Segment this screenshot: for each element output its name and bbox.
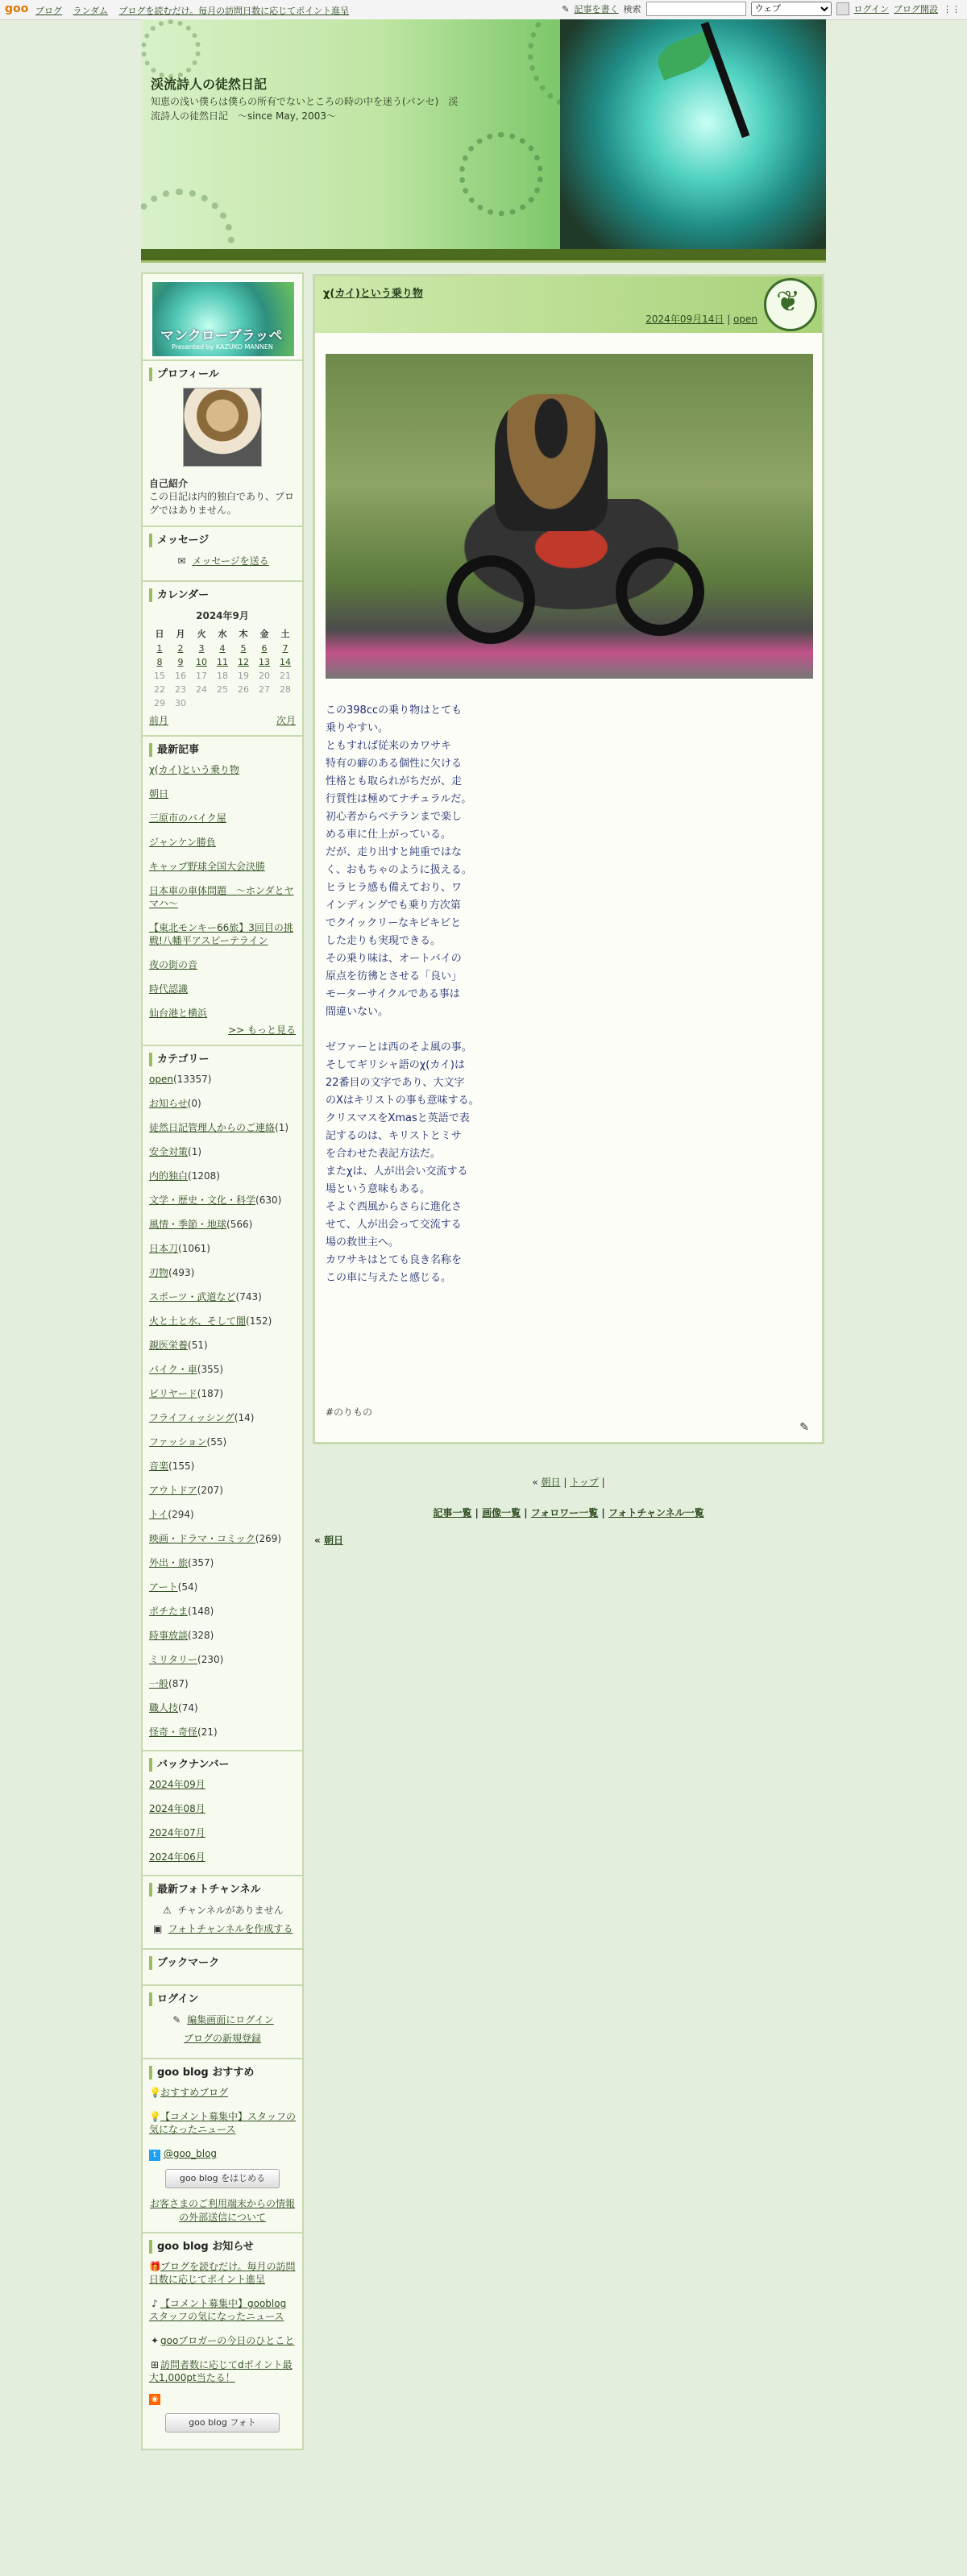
write-article-link[interactable]: 記事を書く	[574, 4, 619, 15]
topbar-links	[35, 4, 357, 17]
message-heading: メッセージ	[149, 534, 296, 547]
category-item	[149, 1460, 296, 1473]
goo-blog-photo-button[interactable]: goo blog フォト	[165, 2413, 280, 2433]
category-count: (87)	[168, 1678, 189, 1689]
rss-icon[interactable]: ◉	[149, 2394, 160, 2405]
category-count: (152)	[246, 1315, 272, 1327]
calendar-day: 29	[154, 698, 165, 708]
calendar-day[interactable]: 1	[156, 643, 163, 654]
notice-section	[143, 2233, 302, 2449]
search-input[interactable]	[646, 2, 746, 16]
category-item	[149, 1339, 296, 1352]
profile-text: この日記は内的独白であり、ブログではありません。	[149, 491, 295, 516]
category-item	[149, 1653, 296, 1666]
category-count: (51)	[188, 1340, 208, 1351]
prev-entry-link[interactable]: 朝日	[541, 1477, 561, 1488]
calendar-day[interactable]: 14	[280, 657, 291, 667]
list-item	[149, 884, 296, 910]
category-count: (155)	[168, 1460, 195, 1472]
goo-logo[interactable]: goo	[5, 2, 29, 15]
lightbulb-icon: 💡	[149, 2087, 161, 2098]
calendar-weekday: 土	[280, 629, 290, 639]
calendar-day: 28	[280, 684, 291, 695]
category-item	[149, 1508, 296, 1521]
category-count: (0)	[187, 1098, 201, 1109]
recent-article-link[interactable]: 【東北モンキー66旅】3回目の挑戦!八幡平アスピーテライン	[149, 922, 293, 946]
search-button[interactable]	[836, 2, 849, 15]
category-link[interactable]: アート	[149, 1581, 178, 1593]
calendar-day: 20	[259, 671, 270, 681]
no-channel-text: チャンネルがありません	[177, 1905, 284, 1916]
calendar-day: 17	[196, 671, 207, 681]
backnumber-list	[149, 1778, 296, 1863]
category-item	[149, 1073, 296, 1086]
warning-icon: ⚠	[162, 1904, 172, 1916]
category-count: (566)	[226, 1219, 253, 1230]
notice-link-hitokoto[interactable]: gooブロガーの今日のひとこと	[160, 2335, 295, 2346]
login-heading: ログイン	[149, 1992, 296, 2006]
calendar-next-link[interactable]: 次月	[276, 715, 296, 726]
category-link[interactable]: トイ	[149, 1509, 168, 1520]
category-item	[149, 1605, 296, 1618]
calendar-section	[143, 582, 302, 737]
category-link[interactable]: open	[149, 1074, 173, 1085]
header-divider	[141, 249, 826, 263]
photochannel-heading: 最新フォトチャンネル	[149, 1883, 296, 1897]
article-list-link[interactable]: 記事一覧	[433, 1507, 472, 1519]
entry-pager: « 朝日 | トップ |	[532, 1477, 605, 1488]
category-link[interactable]: 日本刀	[149, 1243, 179, 1254]
blog-title[interactable]: 渓流詩人の徒然日記	[151, 77, 268, 92]
category-count: (269)	[255, 1533, 282, 1544]
footer-links: 記事一覧 | 画像一覧 | フォロワー一覧 | フォトチャンネル一覧	[433, 1507, 704, 1519]
blog-description: 知恵の浅い僕らは僕らの所有でないところの時の中を迷う(パンセ) 渓流詩人の徒然日記 ～since May, 2003～	[151, 96, 459, 122]
category-link[interactable]: 映画・ドラマ・コミック	[149, 1533, 255, 1544]
categories-section	[143, 1046, 302, 1751]
category-count: (355)	[197, 1364, 224, 1375]
category-count: (1061)	[178, 1243, 210, 1254]
recommend-section	[143, 2059, 302, 2233]
category-count: (187)	[197, 1388, 224, 1399]
category-link[interactable]: アウトドア	[149, 1485, 197, 1496]
recent-heading: 最新記事	[149, 743, 296, 757]
list-item	[149, 763, 296, 776]
calendar-day[interactable]: 8	[156, 657, 163, 667]
category-item	[149, 1121, 296, 1134]
entry-tag[interactable]: #のりもの	[326, 1406, 373, 1418]
list-item	[149, 1826, 296, 1839]
create-photochannel-link[interactable]: フォトチャンネルを作成する	[168, 1923, 293, 1934]
entry-date-link[interactable]: 2024年09月14日	[645, 314, 724, 325]
list-item	[149, 1802, 296, 1815]
search-label: 検索	[623, 4, 641, 15]
category-count: (493)	[168, 1267, 195, 1278]
list-item	[149, 1007, 296, 1020]
category-item	[149, 1435, 296, 1448]
category-link[interactable]: 怪奇・奇怪	[149, 1726, 198, 1738]
category-item	[149, 1218, 296, 1231]
next-entry: « 朝日	[314, 1535, 343, 1546]
recent-article-link[interactable]: 時代認識	[149, 983, 189, 995]
category-item	[149, 1701, 296, 1714]
list-item	[149, 1851, 296, 1863]
category-count: (1)	[275, 1122, 289, 1133]
recommend-link-news[interactable]: 【コメント募集中】スタッフの気になったニュース	[149, 2111, 297, 2135]
category-link[interactable]: 文学・歴史・文化・科学	[149, 1195, 256, 1206]
backnumber-link[interactable]: 2024年06月	[149, 1851, 205, 1863]
calendar-month: 2024年9月	[196, 610, 249, 621]
category-link[interactable]: 音楽	[149, 1460, 169, 1472]
category-item	[149, 1581, 296, 1593]
next-entry-link[interactable]: 朝日	[323, 1535, 343, 1546]
pencil-icon: ✎	[562, 3, 570, 15]
bookmark-section	[143, 1950, 302, 1986]
category-link[interactable]: 一般	[149, 1678, 169, 1689]
list-item	[149, 958, 296, 971]
notice-link-points[interactable]: ブログを読むだけ。毎月の訪問日数に応じてポイント進呈	[149, 2261, 296, 2285]
category-item	[149, 1387, 296, 1400]
category-count: (328)	[188, 1630, 214, 1641]
topbar-link-points[interactable]: ブログを読むだけ。毎月の訪問日数に応じてポイント進呈	[118, 6, 350, 16]
topbar-link-blog[interactable]: ブログ	[35, 6, 62, 16]
category-link[interactable]: ファッション	[149, 1436, 207, 1448]
category-item	[149, 1194, 296, 1207]
photochannel-list-link[interactable]: フォトチャンネル一覧	[608, 1507, 704, 1519]
category-link[interactable]: フライフィッシング	[149, 1412, 234, 1423]
list-item	[149, 860, 296, 873]
category-link[interactable]: 外出・旅	[149, 1557, 189, 1568]
calendar-day	[275, 696, 296, 710]
camera-icon: ▣	[152, 1922, 163, 1934]
category-item	[149, 1677, 296, 1690]
calendar-day: 22	[154, 684, 165, 695]
banner-image	[151, 280, 296, 358]
calendar-day: 16	[175, 671, 186, 681]
backnumber-heading: バックナンバー	[149, 1758, 296, 1772]
category-link[interactable]: 刃物	[149, 1267, 169, 1278]
recent-articles-list	[149, 763, 296, 1020]
category-item	[149, 1726, 296, 1739]
calendar-weekday: 火	[197, 629, 206, 639]
profile-avatar	[183, 388, 262, 467]
profile-label: 自己紹介	[149, 478, 189, 489]
category-link[interactable]: 親医栄養	[149, 1340, 189, 1351]
gift-icon: 🎁	[149, 2261, 161, 2272]
lace-decoration	[459, 132, 543, 216]
grid-menu-icon[interactable]: ⋮⋮	[943, 3, 961, 15]
calendar-day: 27	[259, 684, 270, 695]
photochannel-section	[143, 1876, 302, 1950]
sparkle-icon: ✦	[150, 2335, 160, 2346]
profile-section	[143, 361, 302, 527]
notice-heading: goo blog お知らせ	[149, 2240, 296, 2254]
calendar-day[interactable]: 12	[238, 657, 249, 667]
recent-article-link[interactable]: 日本車の車体問題 ～ホンダとヤマハ～	[149, 885, 294, 909]
profile-heading: プロフィール	[149, 368, 296, 381]
calendar-day	[254, 696, 275, 710]
category-count: (55)	[206, 1436, 227, 1448]
category-link[interactable]: お知らせ	[149, 1098, 188, 1109]
calendar-day: 21	[280, 671, 291, 681]
list-item	[149, 812, 296, 825]
category-item	[149, 1629, 296, 1642]
banner-subtitle: Presented by KAZUKO MANNEN	[172, 343, 273, 351]
calendar-day: 18	[217, 671, 228, 681]
backnumber-section	[143, 1751, 302, 1876]
recent-article-link[interactable]: 仙台港と横浜	[149, 1008, 208, 1019]
calendar-day: 15	[154, 671, 165, 681]
calendar-day[interactable]: 2	[177, 643, 184, 654]
category-count: (74)	[178, 1702, 198, 1714]
top-link[interactable]: トップ	[570, 1477, 599, 1488]
lace-decoration	[141, 19, 201, 79]
calendar-day	[212, 696, 233, 710]
rear-wheel	[616, 547, 704, 636]
entry-header	[315, 276, 822, 333]
sidebar-banner	[143, 274, 302, 361]
calendar-heading: カレンダー	[149, 588, 296, 602]
start-goo-blog-button[interactable]: goo blog をはじめる	[165, 2169, 280, 2188]
calendar-weekday: 木	[239, 629, 248, 639]
image-list-link[interactable]: 画像一覧	[482, 1507, 521, 1519]
open-blog-link[interactable]: ブログ開設	[894, 4, 938, 15]
calendar-day: 19	[238, 671, 249, 681]
backnumber-link[interactable]: 2024年08月	[149, 1803, 205, 1814]
calendar-day[interactable]: 10	[196, 657, 207, 667]
entry-photo[interactable]	[326, 354, 813, 679]
category-link[interactable]: バイク・車	[149, 1364, 197, 1375]
category-count: (54)	[177, 1581, 198, 1593]
category-count: (1)	[188, 1146, 202, 1157]
calendar-weekday: 水	[218, 629, 227, 639]
calendar-day	[191, 696, 212, 710]
backnumber-link[interactable]: 2024年09月	[149, 1779, 205, 1790]
banner-title: マンクローブラッペ	[160, 328, 283, 344]
recent-article-link[interactable]: キャップ野球全国大会決勝	[149, 861, 266, 872]
recent-article-link[interactable]: χ(カイ)という乗り物	[149, 764, 239, 775]
category-item	[149, 1363, 296, 1376]
category-item	[149, 1556, 296, 1569]
calendar-day: 23	[175, 684, 186, 695]
entry-title[interactable]: χ(カイ)という乗り物	[323, 288, 423, 300]
category-link[interactable]: 徒然日記管理人からのご連絡	[149, 1122, 276, 1133]
category-item	[149, 1242, 296, 1255]
sidebar	[141, 272, 304, 2450]
category-item	[149, 1145, 296, 1158]
category-link[interactable]: ミリタリー	[149, 1654, 198, 1665]
music-note-icon: ♪	[151, 2298, 158, 2309]
category-link[interactable]: スポーツ・武道など	[149, 1291, 236, 1303]
search-scope-select[interactable]	[751, 2, 832, 16]
pencil-icon: ✎	[172, 2013, 181, 2025]
twitter-link[interactable]: @goo_blog	[163, 2148, 218, 2159]
more-articles-link[interactable]: >> もっと見る	[228, 1024, 296, 1036]
calendar-day[interactable]: 5	[240, 643, 247, 654]
calendar-day[interactable]: 13	[259, 657, 270, 667]
category-count: (230)	[197, 1654, 224, 1665]
category-count: (14)	[234, 1412, 255, 1423]
send-message-link[interactable]: メッセージを送る	[192, 555, 269, 567]
calendar-day[interactable]: 4	[219, 643, 226, 654]
category-link[interactable]: 火と土と水、そして闇	[149, 1315, 247, 1327]
category-item	[149, 1290, 296, 1303]
category-count: (357)	[188, 1557, 214, 1568]
notice-link-news[interactable]: 【コメント募集中】gooblogスタッフの気になったニュース	[149, 2298, 287, 2322]
follower-list-link[interactable]: フォロワー一覧	[530, 1507, 599, 1519]
category-link[interactable]: 時事放談	[149, 1630, 189, 1641]
calendar-day: 26	[238, 684, 249, 695]
lace-decoration	[141, 189, 234, 249]
category-count: (148)	[188, 1606, 214, 1617]
list-item	[149, 921, 296, 947]
calendar-day: 30	[175, 698, 186, 708]
lightbulb-icon: 💡	[149, 2111, 161, 2122]
topbar-link-random[interactable]: ランダム	[73, 6, 109, 16]
category-link[interactable]: 安全対策	[149, 1146, 189, 1157]
calendar-table	[149, 625, 296, 710]
category-count: (1208)	[188, 1170, 220, 1182]
rider	[495, 394, 608, 531]
calendar-day[interactable]: 6	[261, 643, 268, 654]
list-item	[149, 983, 296, 995]
category-link[interactable]: ビリヤード	[149, 1388, 197, 1399]
category-link[interactable]: 職人技	[149, 1702, 179, 1714]
calendar-day[interactable]: 3	[198, 643, 205, 654]
recent-articles-section	[143, 737, 302, 1046]
calendar-weekday: 日	[155, 629, 164, 639]
front-wheel	[446, 555, 535, 644]
calendar-prev-link[interactable]: 前月	[149, 715, 169, 726]
calendar-weekday: 金	[259, 629, 269, 639]
category-count: (294)	[168, 1509, 194, 1520]
topbar-right	[562, 2, 961, 16]
calendar-day: 25	[217, 684, 228, 695]
bookmark-heading: ブックマーク	[149, 1956, 296, 1970]
category-item	[149, 1484, 296, 1497]
category-item	[149, 1532, 296, 1545]
header-image	[560, 19, 826, 249]
list-item	[149, 836, 296, 849]
edit-login-link[interactable]: 編集画面にログイン	[187, 2014, 274, 2025]
backnumber-link[interactable]: 2024年07月	[149, 1827, 205, 1839]
list-item	[149, 787, 296, 800]
login-section	[143, 1986, 302, 2059]
dpoint-icon: ⊞	[150, 2359, 160, 2370]
recent-article-link[interactable]: 朝日	[149, 788, 169, 800]
leaf-emblem-icon	[764, 278, 817, 331]
category-item	[149, 1411, 296, 1424]
twitter-icon: t	[149, 2150, 160, 2161]
recommend-heading: goo blog おすすめ	[149, 2066, 296, 2079]
notice-link-dpoint[interactable]: 訪問者数に応じてdポイント最大1,000pt当たる！	[149, 2359, 293, 2383]
category-count: (13357)	[172, 1074, 212, 1085]
entry-meta: 2024年09月14日 | open	[645, 314, 757, 325]
category-link[interactable]: 風情・季節・地球	[149, 1219, 227, 1230]
category-count: (630)	[255, 1195, 282, 1206]
straw	[701, 22, 750, 138]
recommend-link-blogs[interactable]: おすすめブログ	[160, 2087, 229, 2098]
blog-header	[141, 19, 826, 249]
calendar-day[interactable]: 7	[282, 643, 288, 654]
category-item	[149, 1097, 296, 1110]
entry-container	[313, 274, 824, 1444]
category-count: (207)	[197, 1485, 223, 1496]
calendar-day[interactable]: 9	[177, 657, 184, 667]
entry-body: この398ccの乗り物はとても 乗りやすい。 ともすれば従来のカワサキ 特有の癖のある個性に欠ける 性格とも取られがちだが、走 行質性は極めてナチュラルだ。 初心者からベテランまで楽し める車に仕上がっている。 だが、走り出すと純重ではな く、おもちゃのように扱える。 ヒラヒラ感も備えており、ワ インディングでも乗り方次第 でクイックリーなキビキビと した走りも実現できる。 その乗り味は、オートバイの 原点を彷彿とさせる「良い」 モーターサイクルである事は 間違いない。 ゼファーとは西のそよ風の事。 そしてギリシャ語のχ(カイ)は 22番目の文字であり、大文字 のXはキリストの事も意味する。 クリスマスをXmasと英語で表 記するのは、キリストとミサ を合わせた表記方法だ。 またχは、人が出会い交流する 場という意味もある。 そよぐ西風からさらに進化さ せて、人が出会って交流する 場の救世主へ。 カワサキはとても良き名称を この車に与えたと感じる。	[326, 704, 479, 1284]
login-link[interactable]: ログイン	[853, 4, 889, 15]
category-link[interactable]: 内的独白	[149, 1170, 189, 1182]
edit-pencil-icon[interactable]: ✎	[799, 1421, 809, 1434]
calendar-day	[233, 696, 254, 710]
envelope-icon: ✉	[177, 555, 186, 567]
message-section	[143, 527, 302, 582]
external-transmission-link[interactable]: お客さまのご利用端末からの情報の外部送信について	[149, 2198, 295, 2223]
calendar-weekday: 月	[176, 629, 185, 639]
entry-category-link[interactable]: open	[733, 314, 757, 325]
register-blog-link[interactable]: ブログの新規登録	[183, 2033, 261, 2044]
list-item	[149, 1778, 296, 1791]
recent-article-link[interactable]: ジャンケン勝負	[149, 837, 216, 848]
categories-list	[149, 1073, 296, 1739]
top-navigation-bar	[0, 0, 967, 20]
category-item	[149, 1266, 296, 1279]
categories-heading: カテゴリー	[149, 1053, 296, 1066]
category-count: (21)	[197, 1726, 218, 1738]
category-item	[149, 1315, 296, 1327]
recent-article-link[interactable]: 三原市のバイク屋	[149, 812, 226, 824]
category-count: (743)	[235, 1291, 262, 1303]
calendar-day: 24	[196, 684, 207, 695]
category-link[interactable]: ポチたま	[149, 1606, 189, 1617]
category-item	[149, 1170, 296, 1182]
recent-article-link[interactable]: 夜の街の音	[149, 959, 198, 970]
calendar-day[interactable]: 11	[217, 657, 228, 667]
